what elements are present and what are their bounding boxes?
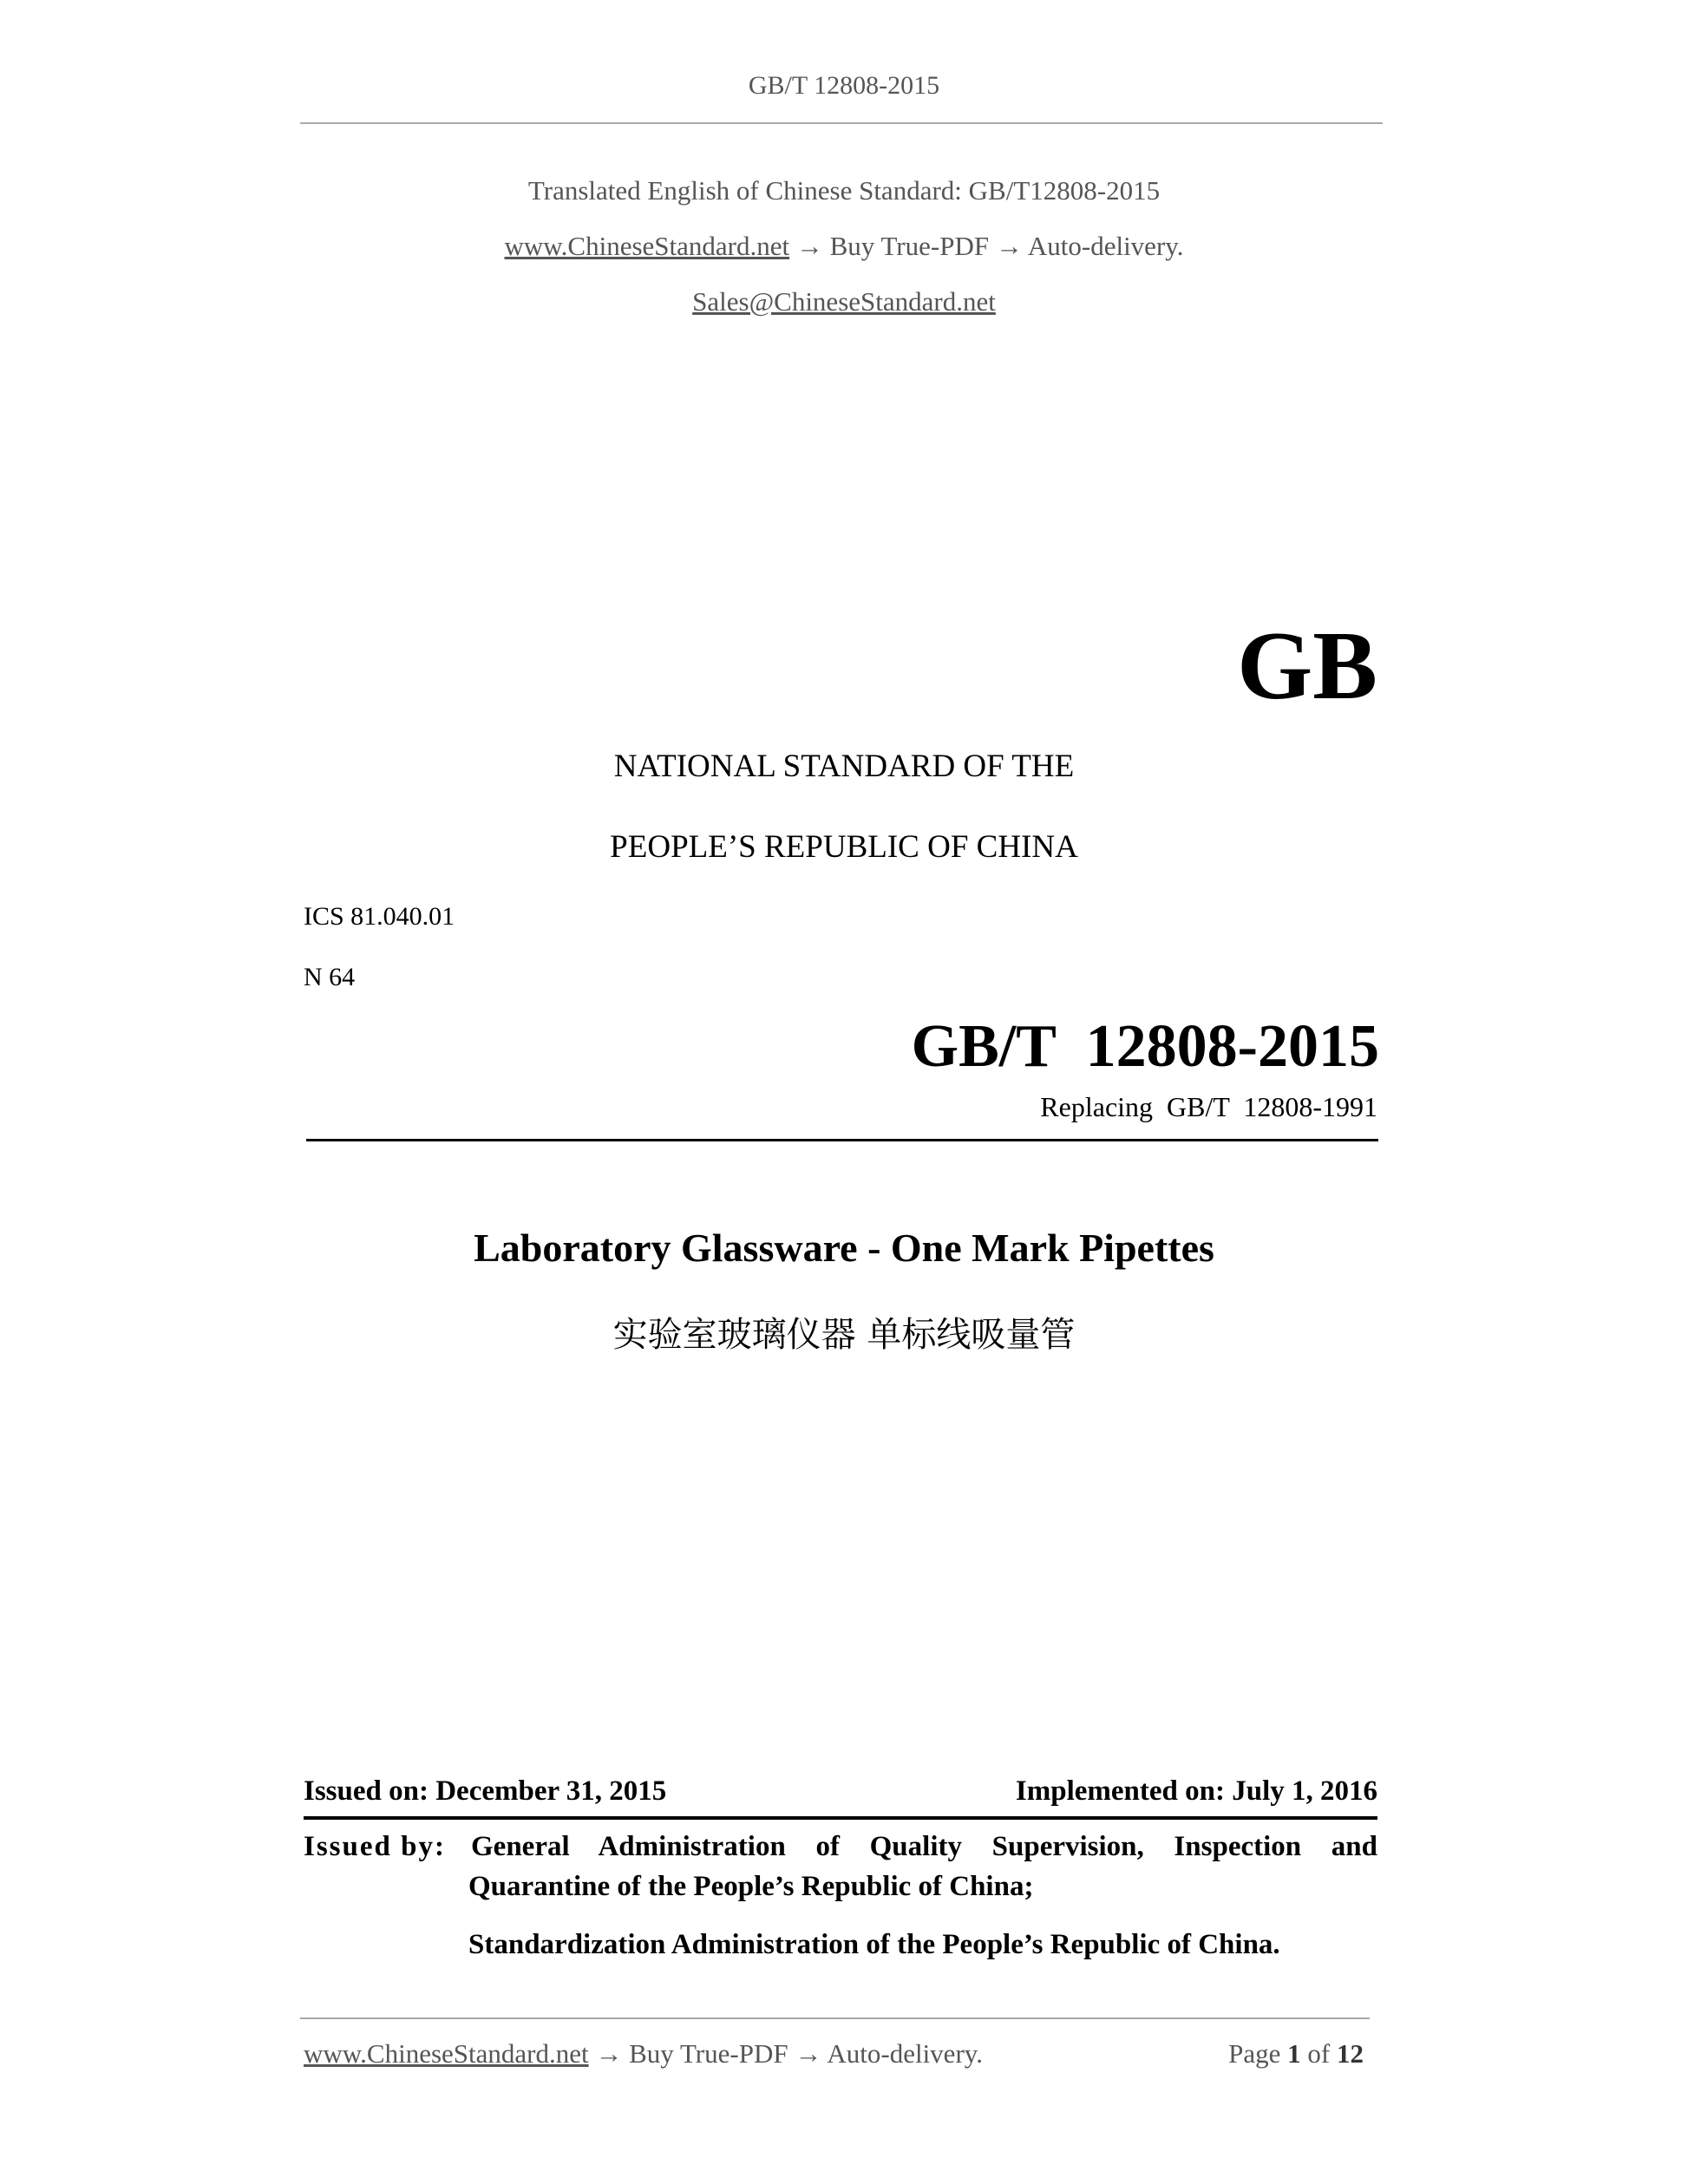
title-rule <box>306 1139 1378 1141</box>
site-link[interactable]: www.ChineseStandard.net <box>504 231 790 261</box>
issued-by-line-1: General Administration of Quality Supervision, Inspection and <box>471 1831 1377 1862</box>
issued-by-line-3: Standardization Administration of the People’s Republic of China. <box>468 1929 1280 1960</box>
footer-links <box>304 2038 983 2070</box>
footer-buy-text: → Buy True-PDF → Auto-delivery. <box>595 2038 983 2069</box>
buy-text: → Buy True-PDF → Auto-delivery. <box>795 231 1184 261</box>
replacing-standard: Replacing GB/T 12808-1991 <box>1040 1091 1377 1122</box>
title-chinese: 实验室玻璃仪器 单标线吸量管 <box>612 1315 1076 1355</box>
sales-email-link[interactable]: Sales@ChineseStandard.net <box>692 286 996 317</box>
national-standard-line-1: NATIONAL STANDARD OF THE <box>613 749 1075 784</box>
gb-logo: GB <box>1237 612 1377 720</box>
ics-code: ICS 81.040.01 <box>304 902 455 931</box>
implemented-on-date: Implemented on: July 1, 2016 <box>1015 1775 1377 1807</box>
standard-number: GB/T 12808-2015 <box>911 1013 1379 1080</box>
footer-site-link[interactable]: www.ChineseStandard.net <box>304 2038 589 2069</box>
issue-rule <box>304 1816 1377 1820</box>
title-english: Laboratory Glassware - One Mark Pipettes <box>474 1226 1214 1270</box>
page-number: 1 <box>1287 2038 1301 2069</box>
issued-by-label: Issued by: <box>304 1831 446 1862</box>
footer-rule <box>300 2017 1370 2019</box>
translated-notice: Translated English of Chinese Standard: GB/T12808-2015 <box>527 175 1161 206</box>
issued-by-line-2: Quarantine of the People’s Republic of China; <box>468 1871 1034 1902</box>
header-rule <box>300 122 1383 124</box>
sales-line <box>0 286 1688 317</box>
running-header: GB/T 12808-2015 <box>748 71 940 100</box>
ccs-code: N 64 <box>304 963 356 991</box>
of-word: of <box>1307 2038 1331 2069</box>
page-indicator <box>1228 2038 1364 2070</box>
page-word: Page <box>1228 2038 1281 2069</box>
issued-on-date: Issued on: December 31, 2015 <box>304 1775 667 1807</box>
buy-line <box>0 231 1688 262</box>
national-standard-line-2: PEOPLE’S REPUBLIC OF CHINA <box>610 829 1078 865</box>
page-total: 12 <box>1337 2038 1364 2069</box>
